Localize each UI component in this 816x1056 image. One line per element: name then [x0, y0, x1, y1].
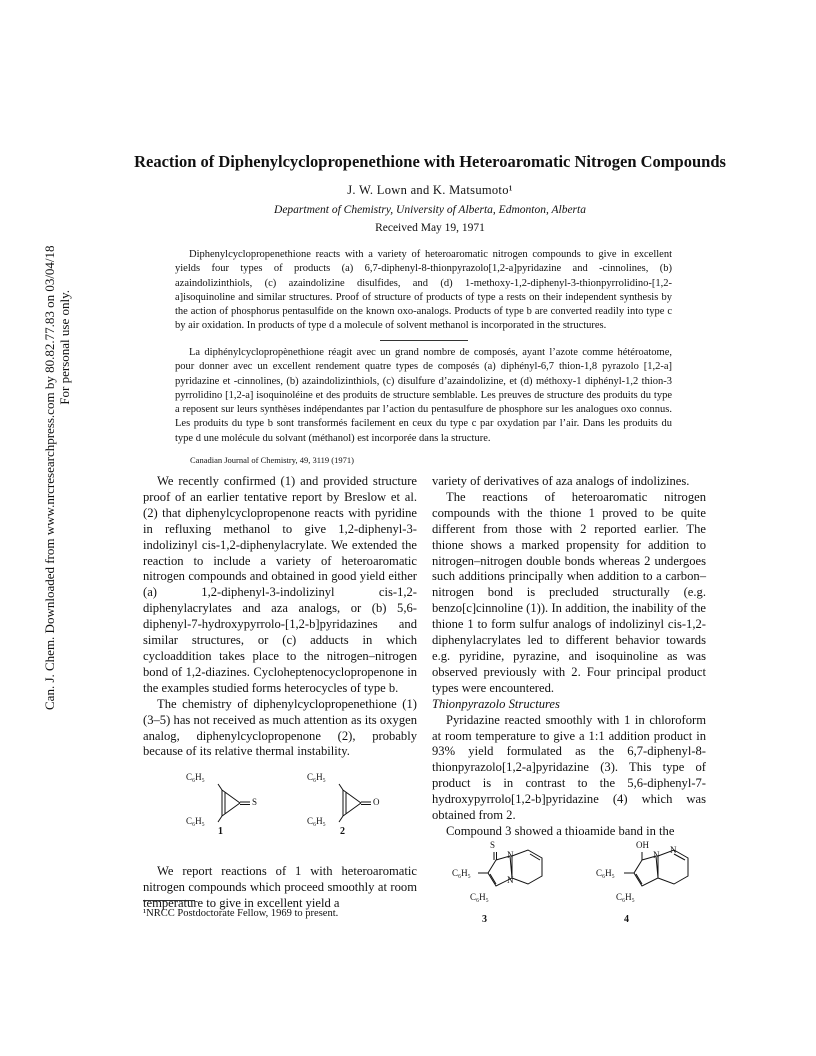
left-column — [143, 474, 417, 912]
right-paragraph-4: Compound 3 showed a thioamide band in the — [446, 823, 675, 838]
article-authors: J. W. Lown and K. Matsumoto¹ — [347, 183, 513, 197]
author-affiliation: Department of Chemistry, University of Alberta, Edmonton, Alberta — [274, 204, 586, 216]
left-paragraph-3: We report reactions of 1 with heteroaromatic nitrogen compounds which proceed smoothly at room temperature to give in excellent yield a — [143, 864, 417, 911]
structure-1-number: 1 — [218, 826, 223, 837]
journal-citation: Canadian Journal of Chemistry, 49, 3119 (1971) — [190, 455, 354, 465]
structure-3-nitrogen-1: N — [507, 850, 514, 860]
structure-2-phenyl-bottom: C₆H₅ — [307, 816, 326, 826]
structure-1-phenyl-top: C₆H₅ — [186, 772, 205, 782]
abstract-english — [175, 248, 672, 334]
structure-1-sulfur: S — [252, 797, 258, 807]
structure-4-nitrogen-1: N — [653, 850, 660, 860]
structure-3-nitrogen-2: N — [507, 875, 514, 885]
footnote-rule — [143, 900, 195, 901]
watermark-line-1: Can. J. Chem. Downloaded from www.nrcresearchpress.com by 80.82.77.83 on 03/04/18 — [42, 245, 57, 710]
structure-1-phenyl-bottom: C₆H₅ — [186, 816, 205, 826]
watermark-line-2: For personal use only. — [57, 290, 72, 405]
left-paragraph-2: The chemistry of diphenylcyclopropenethione (1) (3–5) has not received as much attention as its oxygen analog, diphenylcyclopropenone (2), probably because of its relative thermal instability. — [143, 696, 417, 759]
structure-4-nitrogen-2: N — [670, 845, 677, 855]
structure-3-phenyl-bottom: C₆H₅ — [470, 892, 489, 902]
right-paragraph-3: Pyridazine reacted smoothly with 1 in chloroform at room temperature to give a 1:1 addition product in 93% yield formulated as the 6,7-diphenyl-8-thionpyrazolo[1,2-a]pyridazine (3). This type of product is in contrast to the 5,6-diphenyl-7-hydroxypyrrolo[1,2-b]pyridazine (4) which was obtained from 2. — [432, 712, 706, 823]
download-watermark — [2, 245, 72, 710]
right-column — [432, 474, 706, 840]
structure-4 — [592, 840, 708, 908]
abstract-french — [175, 346, 672, 446]
right-paragraph-2: The reactions of heteroaromatic nitrogen compounds with the thione 1 proved to be quite different from those with 2 reported earlier. The thione shows a marked propensity for addition to nitrogen–nitrogen double bonds whereas 2 undergoes such additions principally when addition to a carbon–nitrogen bond is precluded structurally (e.g. benzo[c]cinnoline (1)). In addition, the inability of the thione 1 to form sulfur analogs of indolizinyl cis-1,2-diphenylacrylates led to different behavior towards e.g. pyridine, pyrazine, and isoquinoline as was observed previously with 2. Four principal product types were encountered. — [432, 489, 706, 695]
footnote: ¹NRCC Postdoctorate Fellow, 1969 to present. — [143, 908, 339, 919]
abstract-english-text: Diphenylcyclopropenethione reacts with a variety of heteroaromatic nitrogen compounds to give in excellent yields four types of products (a) 6,7-diphenyl-8-thionpyrazolo[1,2-a]pyridazine and -cinnolines, (b) azaindolizinthiols, (c) azaindolizine disulfides, and (d) 1-methoxy-1,2-diphenyl-3-thionpyrrolidino-[1,2-a]isoquinoline and similar structures. Proof of structure of products of type a rests on their independent synthesis by the action of phosphorus pentasulfide on the known oxo-analogs. Products of type b are converted readily into type c by air oxidation. In products of type d a molecule of solvent methanol is incorporated in the structures. — [175, 249, 672, 332]
received-date: Received May 19, 1971 — [375, 222, 485, 234]
abstract-french-text: La diphénylcyclopropènethione réagit avec un grand nombre de composés, ayant l’azote comme hétéroatome, pour donner avec un excellent rendement quatre types de composés (a) diphényl-6,7 thion-1,8 pyrazolo [1,2-a] pyridazine et -cinnolines, (b) azaindolizinthiols, (c) disulfure d’azaindolizine, et (d) méthoxy-1 diphényl-1,2 thion-3 pyrrolidino [1,2-a] isoquinoléine et des produits de structure semblable. Les preuves de structure des produits du type a reposent sur leurs synthèses indépendantes par l’action du pentasulfure de phosphore sur les analogues oxo connus. Les produits du type b sont transformés facilement en ceux du type c par oxydation par l’air. Dans les produits du type d une molécule du solvant (méthanol) est incorporée dans la structure. — [175, 347, 672, 444]
structure-2-phenyl-top: C₆H₅ — [307, 772, 326, 782]
structure-2-oxygen: O — [373, 797, 380, 807]
structure-2-number: 2 — [340, 826, 345, 837]
structure-4-hydroxyl: OH — [636, 840, 649, 850]
abstract-divider — [380, 340, 468, 341]
structure-4-phenyl-top: C₆H₅ — [596, 868, 615, 878]
structure-3-phenyl-top: C₆H₅ — [452, 868, 471, 878]
right-paragraph-1: variety of derivatives of aza analogs of indolizines. — [432, 474, 690, 488]
article-title: Reaction of Diphenylcyclopropenethione with Heteroaromatic Nitrogen Compounds — [134, 152, 726, 171]
structure-1 — [184, 772, 284, 838]
section-heading: Thionpyrazolo Structures — [432, 696, 560, 711]
structure-4-phenyl-bottom: C₆H₅ — [616, 892, 635, 902]
structure-3-sulfur: S — [490, 840, 496, 850]
structure-3 — [452, 840, 562, 908]
left-paragraph-1: We recently confirmed (1) and provided structure proof of an earlier tentative report by Breslow et al. (2) that diphenylcyclopropenone reacts with pyridine in refluxing methanol to give 1,2-diphenyl-3-indolizinyl cis-1,2-diphenylacrylate. We extended the reaction to include a variety of heteroaromatic nitrogen compounds and obtained in good yield either (a) 1,2-diphenyl-3-indolizinyl cis-1,2-diphenylacrylates and aza analogs, or (b) 5,6-diphenyl-7-hydroxypyrrolo-[1,2-b]pyridazines and similar structures, or (c) adducts in which cycloaddition takes place to the nitrogen–nitrogen bond of 1,2-diazines. Cycloheptenocyclopropenone in the examples studied forms heterocycles of type b. — [143, 474, 417, 695]
structure-2 — [307, 772, 407, 838]
structure-3-number: 3 — [482, 914, 487, 925]
structure-4-number: 4 — [624, 914, 629, 925]
